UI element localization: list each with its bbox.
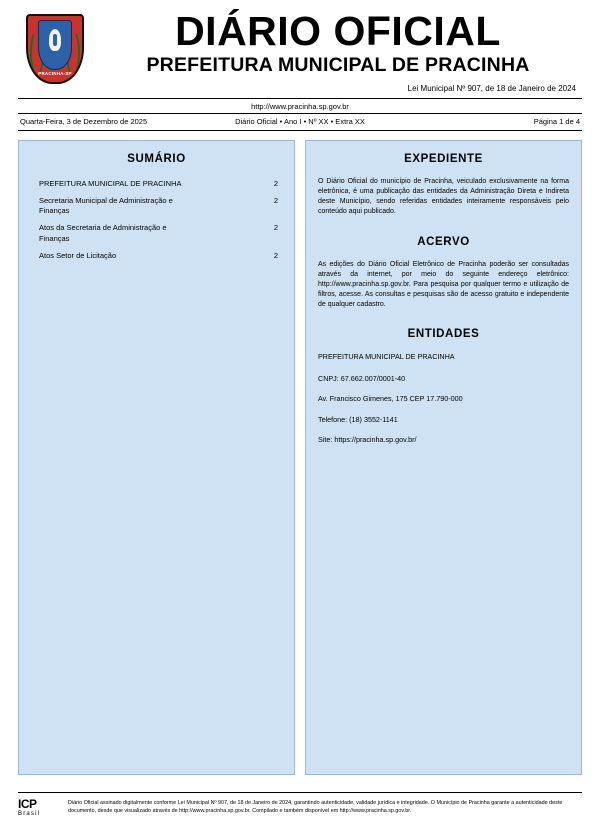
coat-of-arms-ribbon-label: PRACINHA-SP (38, 71, 72, 76)
publication-date: Quarta-Feira, 3 de Dezembro de 2025 (20, 117, 148, 126)
shield-shape (26, 14, 84, 84)
law-reference: Lei Municipal Nº 907, de 18 de Janeiro de 2024 (407, 83, 576, 93)
icp-brasil-logo-icon (18, 798, 60, 817)
summary-item-page: 2 (273, 179, 278, 188)
entity-name: PREFEITURA MUNICIPAL DE PRACINHA (318, 352, 455, 362)
entity-address: Av. Francisco Gimenes, 175 CEP 17.790-000 (318, 394, 463, 404)
list-item[interactable] (31, 196, 282, 216)
meta-bar (18, 114, 582, 131)
entity-phone: Telefone: (18) 3552-1141 (318, 414, 398, 424)
entity-cnpj: CNPJ: 67.662.007/0001-40 (318, 374, 406, 384)
list-item[interactable] (31, 179, 282, 189)
icp-logo-bottom: Brasil (18, 811, 41, 817)
site-url: http://www.pracinha.sp.gov.br (18, 98, 582, 114)
summary-item-label: PREFEITURA MUNICIPAL DE PRACINHA (39, 179, 182, 188)
title-block (98, 8, 582, 93)
summary-item-label: Atos Setor de Licitação (39, 250, 117, 260)
shield-inner-field (38, 20, 72, 70)
icp-logo-top: ICP (18, 797, 37, 811)
list-item[interactable] (31, 223, 282, 243)
summary-item-page: 2 (273, 223, 278, 233)
content-columns (18, 140, 582, 775)
acervo-text: As edições do Diário Oficial Eletrônico de Pracinha poderão ser consultadas através da internet, por meio do seguinte endereço eletrônico: http://www.pracinha.sp.gov.br. Para pesquisa por qualquer termo e utilização de filtros, acesse. As consultas e pesquisas são de acesso gratuito e independente de qualquer cadastro. (318, 260, 569, 309)
shield-emblem-icon (49, 29, 61, 51)
summary-list (31, 179, 282, 261)
summary-panel (18, 140, 295, 775)
page-subtitle: PREFEITURA MUNICIPAL DE PRACINHA (146, 54, 530, 77)
expediente-heading: EXPEDIENTE (404, 153, 483, 165)
expediente-text: O Diário Oficial do município de Pracinha, veiculado exclusivamente na forma eletrônica, é uma publicação das entidades da Administração Direta e Indireta deste Município, sendo referidas entidades inteiramente responsáveis pelo conteúdo aqui publicado. (318, 178, 569, 216)
page-title: DIÁRIO OFICIAL (175, 8, 501, 55)
entidades-heading: ENTIDADES (407, 328, 480, 341)
summary-heading: SUMÁRIO (127, 153, 186, 165)
expediente-panel (305, 140, 582, 775)
summary-item-page: 2 (273, 196, 278, 206)
summary-item-label: Secretaria Municipal de Administração e Finanças (39, 196, 173, 216)
acervo-heading: ACERVO (417, 235, 470, 248)
entity-site[interactable]: Site: https://pracinha.sp.gov.br/ (318, 434, 417, 444)
list-item[interactable] (31, 251, 282, 261)
coat-of-arms-icon (18, 12, 94, 92)
summary-item-page: 2 (273, 250, 278, 260)
masthead (18, 0, 582, 96)
page-number: Página 1 de 4 (533, 117, 580, 126)
footer-text: Diário Oficial assinado digitalmente conforme Lei Municipal Nº 907, de 18 de Janeiro de 2024, garantindo autenticidade, validade jurídica e integridade. O Município de Pracinha garante a autenticidade deste documento, desde que visualizado através de http://www.pracinha.sp.gov.br. Compilado e também disponível em http://www.pracinha.sp.gov.br. (68, 799, 563, 814)
footer (18, 792, 582, 817)
summary-item-label: Atos da Secretaria de Administração e Finanças (39, 223, 167, 243)
edition-info: Diário Oficial • Ano I • Nº XX • Extra XX (235, 117, 365, 126)
